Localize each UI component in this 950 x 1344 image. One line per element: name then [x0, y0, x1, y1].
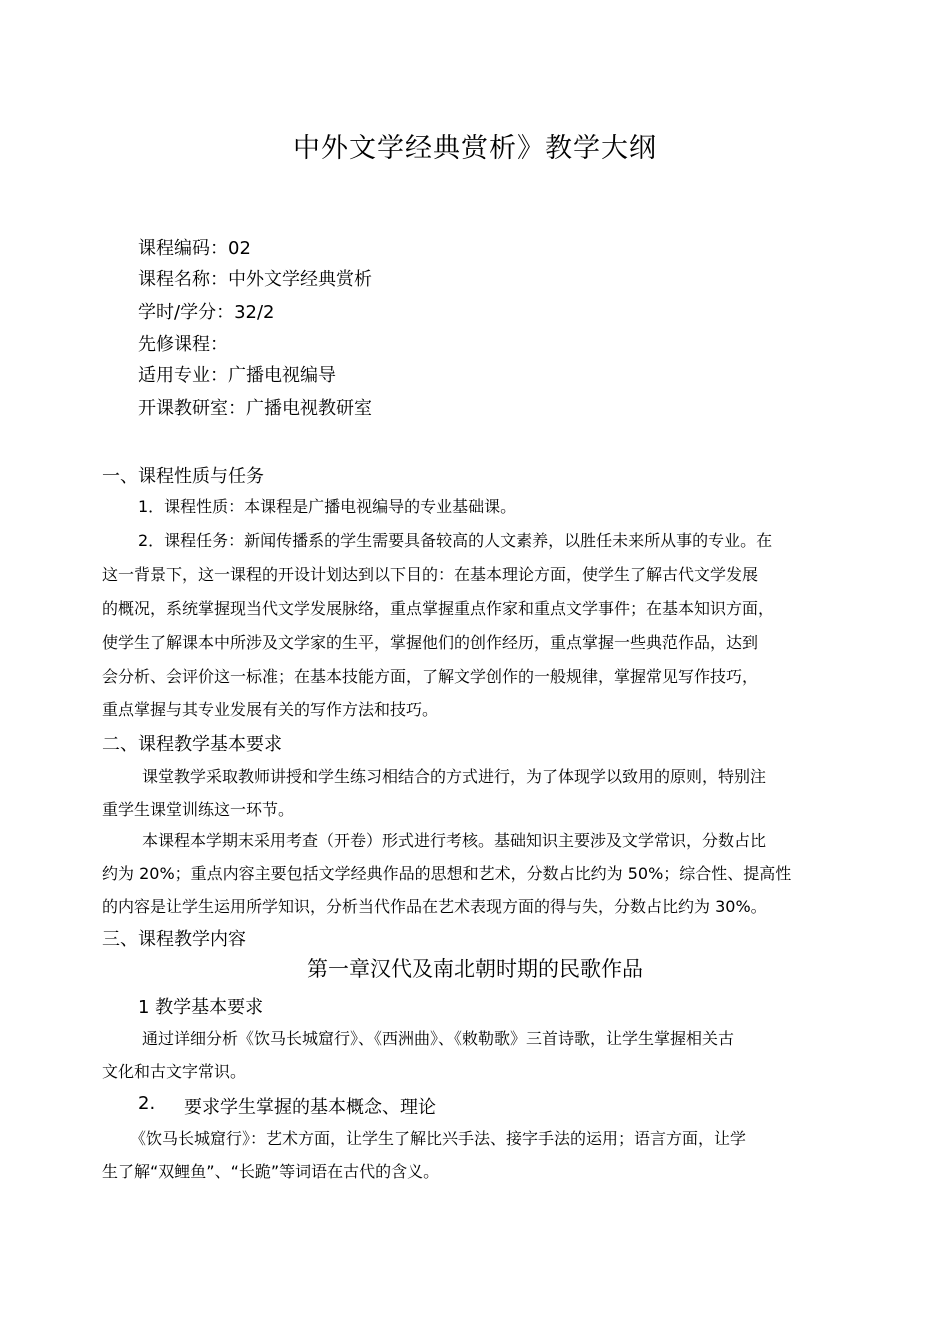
course-name: 课程名称：中外文学经典赏析	[138, 269, 372, 290]
section1-item2-line: 这一背景下，这一课程的开设计划达到以下目的：在基本理论方面，使学生了解古代文学发展	[102, 565, 759, 584]
teaching-office: 开课教研室：广播电视教研室	[138, 398, 372, 419]
subsection1-line: 文化和古文字常识。	[102, 1062, 247, 1081]
section2-heading: 二、课程教学基本要求	[102, 734, 282, 755]
subsection2-heading: 要求学生掌握的基本概念、理论	[184, 1097, 436, 1118]
section2-para1-line: 重学生课堂训练这一环节。	[102, 800, 295, 819]
subsection1-heading: 1 教学基本要求	[138, 997, 264, 1018]
subsection2-line: 《饮马长城窟行》：艺术方面，让学生了解比兴手法、接字手法的运用；语言方面，让学	[130, 1129, 747, 1148]
section1-item2-line: 使学生了解课本中所涉及文学家的生平，掌握他们的创作经历，重点掌握一些典范作品，达到	[102, 633, 759, 652]
course-code: 课程编码：02	[138, 238, 251, 259]
section1-item2-line: 2．课程任务：新闻传播系的学生需要具备较高的人文素养，以胜任未来所从事的专业。在	[138, 531, 773, 550]
section1-item2-line: 会分析、会评价这一标准；在基本技能方面，了解文学创作的一般规律，掌握常见写作技巧，	[102, 667, 759, 686]
section2-para1-line: 课堂教学采取教师讲授和学生练习相结合的方式进行，为了体现学以致用的原则，特别注	[142, 767, 767, 786]
section1-heading: 一、课程性质与任务	[102, 466, 264, 487]
chapter-title: 第一章汉代及南北朝时期的民歌作品	[307, 957, 643, 981]
section2-para2-line: 本课程本学期末采用考查（开卷）形式进行考核。基础知识主要涉及文学常识，分数占比	[142, 831, 767, 850]
section3-heading: 三、课程教学内容	[102, 929, 246, 950]
subsection1-line: 通过详细分析《饮马长城窟行》、《西洲曲》、《敕勒歌》三首诗歌，让学生掌握相关古	[142, 1029, 735, 1048]
course-hours-credits: 学时/学分：32/2	[138, 302, 275, 323]
applicable-major: 适用专业：广播电视编导	[138, 365, 336, 386]
section1-item2-line: 的概况，系统掌握现当代文学发展脉络，重点掌握重点作家和重点文学事件；在基本知识方面，	[102, 599, 775, 618]
subsection2-line: 生了解“双鲤鱼”、“长跪”等词语在古代的含义。	[102, 1162, 440, 1181]
section1-item2-line: 重点掌握与其专业发展有关的写作方法和技巧。	[102, 700, 439, 719]
section2-para2-line: 的内容是让学生运用所学知识，分析当代作品在艺术表现方面的得与失，分数占比约为 30%。	[102, 897, 767, 916]
subsection2-number: 2.	[138, 1093, 156, 1114]
section2-para2-line: 约为 20%；重点内容主要包括文学经典作品的思想和艺术，分数占比约为 50%；综合性、提高性	[102, 864, 792, 883]
document-title: 中外文学经典赏析》教学大纲	[293, 133, 657, 164]
prerequisite-courses: 先修课程：	[138, 334, 228, 355]
section1-item1: 1．课程性质：本课程是广播电视编导的专业基础课。	[138, 497, 517, 516]
